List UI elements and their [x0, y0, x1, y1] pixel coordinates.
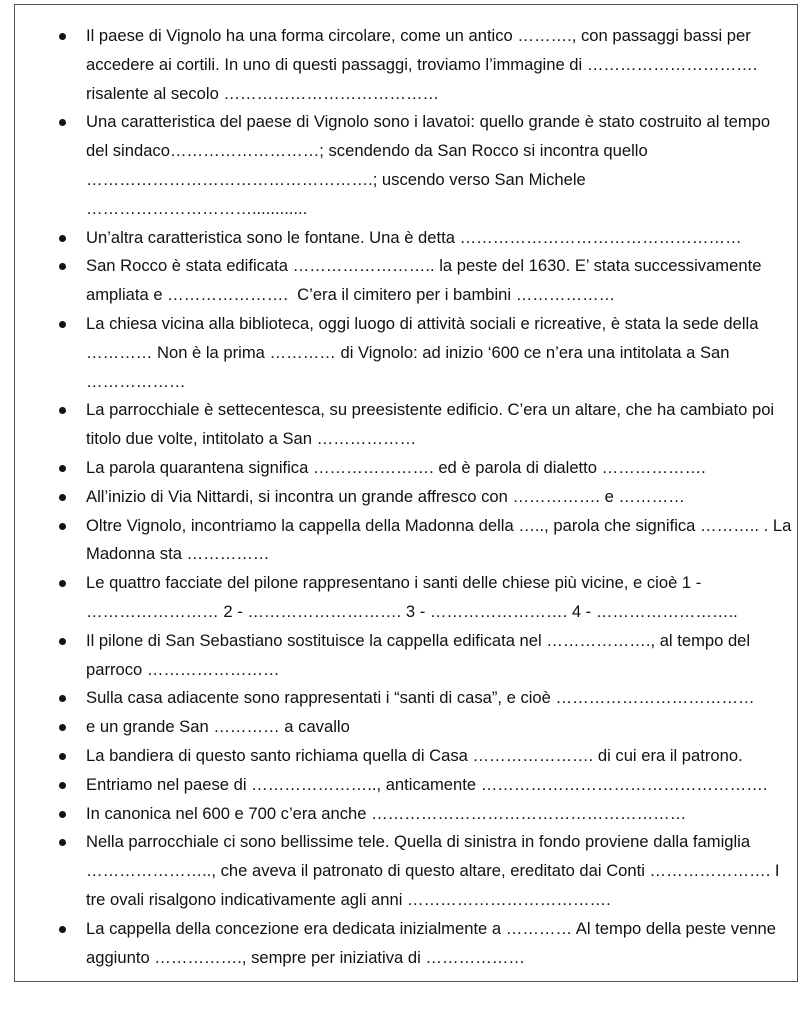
list-item: Un’altra caratteristica sono le fontane. Una è detta ……………………………………………: [86, 224, 792, 253]
list-item: Oltre Vignolo, incontriamo la cappella della Madonna della ….., parola che significa ……….. . La Madonna sta ……………: [86, 512, 792, 570]
list-item: Una caratteristica del paese di Vignolo sono i lavatoi: quello grande è stato costruito al tempo del sindaco………………………; scendendo da San Rocco si incontra quello …………………………………………….; uscendo verso San Michele …………………………............: [86, 108, 792, 223]
list-item: La parrocchiale è settecentesca, su preesistente edificio. C’era un altare, che ha cambiato poi titolo due volte, intitolato a San ………………: [86, 396, 792, 454]
question-list: [86, 22, 796, 972]
list-item: In canonica nel 600 e 700 c’era anche …………………………………………………: [86, 800, 792, 829]
list-item: La cappella della concezione era dedicata inizialmente a ………… Al tempo della peste venne aggiunto ……………., sempre per iniziativa di ………………: [86, 915, 792, 973]
list-item: La chiesa vicina alla biblioteca, oggi luogo di attività sociali e ricreative, è stata la sede della ………… Non è la prima ………… di Vignolo: ad inizio ‘600 ce n’era una intitolata a San ………………: [86, 310, 792, 396]
list-item: Entriamo nel paese di ………………….., anticamente …………………………………………….: [86, 771, 792, 800]
list-item: All’inizio di Via Nittardi, si incontra un grande affresco con ……………. e …………: [86, 483, 792, 512]
list-item: Il pilone di San Sebastiano sostituisce la cappella edificata nel ………………., al tempo del parroco ……………………: [86, 627, 792, 685]
list-item: Sulla casa adiacente sono rappresentati i “santi di casa”, e cioè ………………………………: [86, 684, 792, 713]
list-item: La parola quarantena significa …………………. ed è parola di dialetto ……………….: [86, 454, 792, 483]
list-item: e un grande San ………… a cavallo: [86, 713, 792, 742]
list-item: La bandiera di questo santo richiama quella di Casa …………………. di cui era il patrono.: [86, 742, 792, 771]
list-item: Nella parrocchiale ci sono bellissime tele. Quella di sinistra in fondo proviene dalla famiglia ………………….., che aveva il patronato di questo altare, ereditato dai Conti …………………. I tre ovali risalgono indicativamente agli anni ……………………………….: [86, 828, 792, 914]
list-item: Le quattro facciate del pilone rappresentano i santi delle chiese più vicine, e cioè 1 - …………………… 2 - ………………………. 3 - ……………………. 4 - ……………………..: [86, 569, 792, 627]
list-item: San Rocco è stata edificata …………………….. la peste del 1630. E’ stata successivamente ampliata e …………………. C’era il cimitero per i bambini ………………: [86, 252, 792, 310]
list-item: Il paese di Vignolo ha una forma circolare, come un antico ………., con passaggi bassi per accedere ai cortili. In uno di questi passaggi, troviamo l’immagine di …………………………. risalente al secolo …………………………………: [86, 22, 792, 108]
